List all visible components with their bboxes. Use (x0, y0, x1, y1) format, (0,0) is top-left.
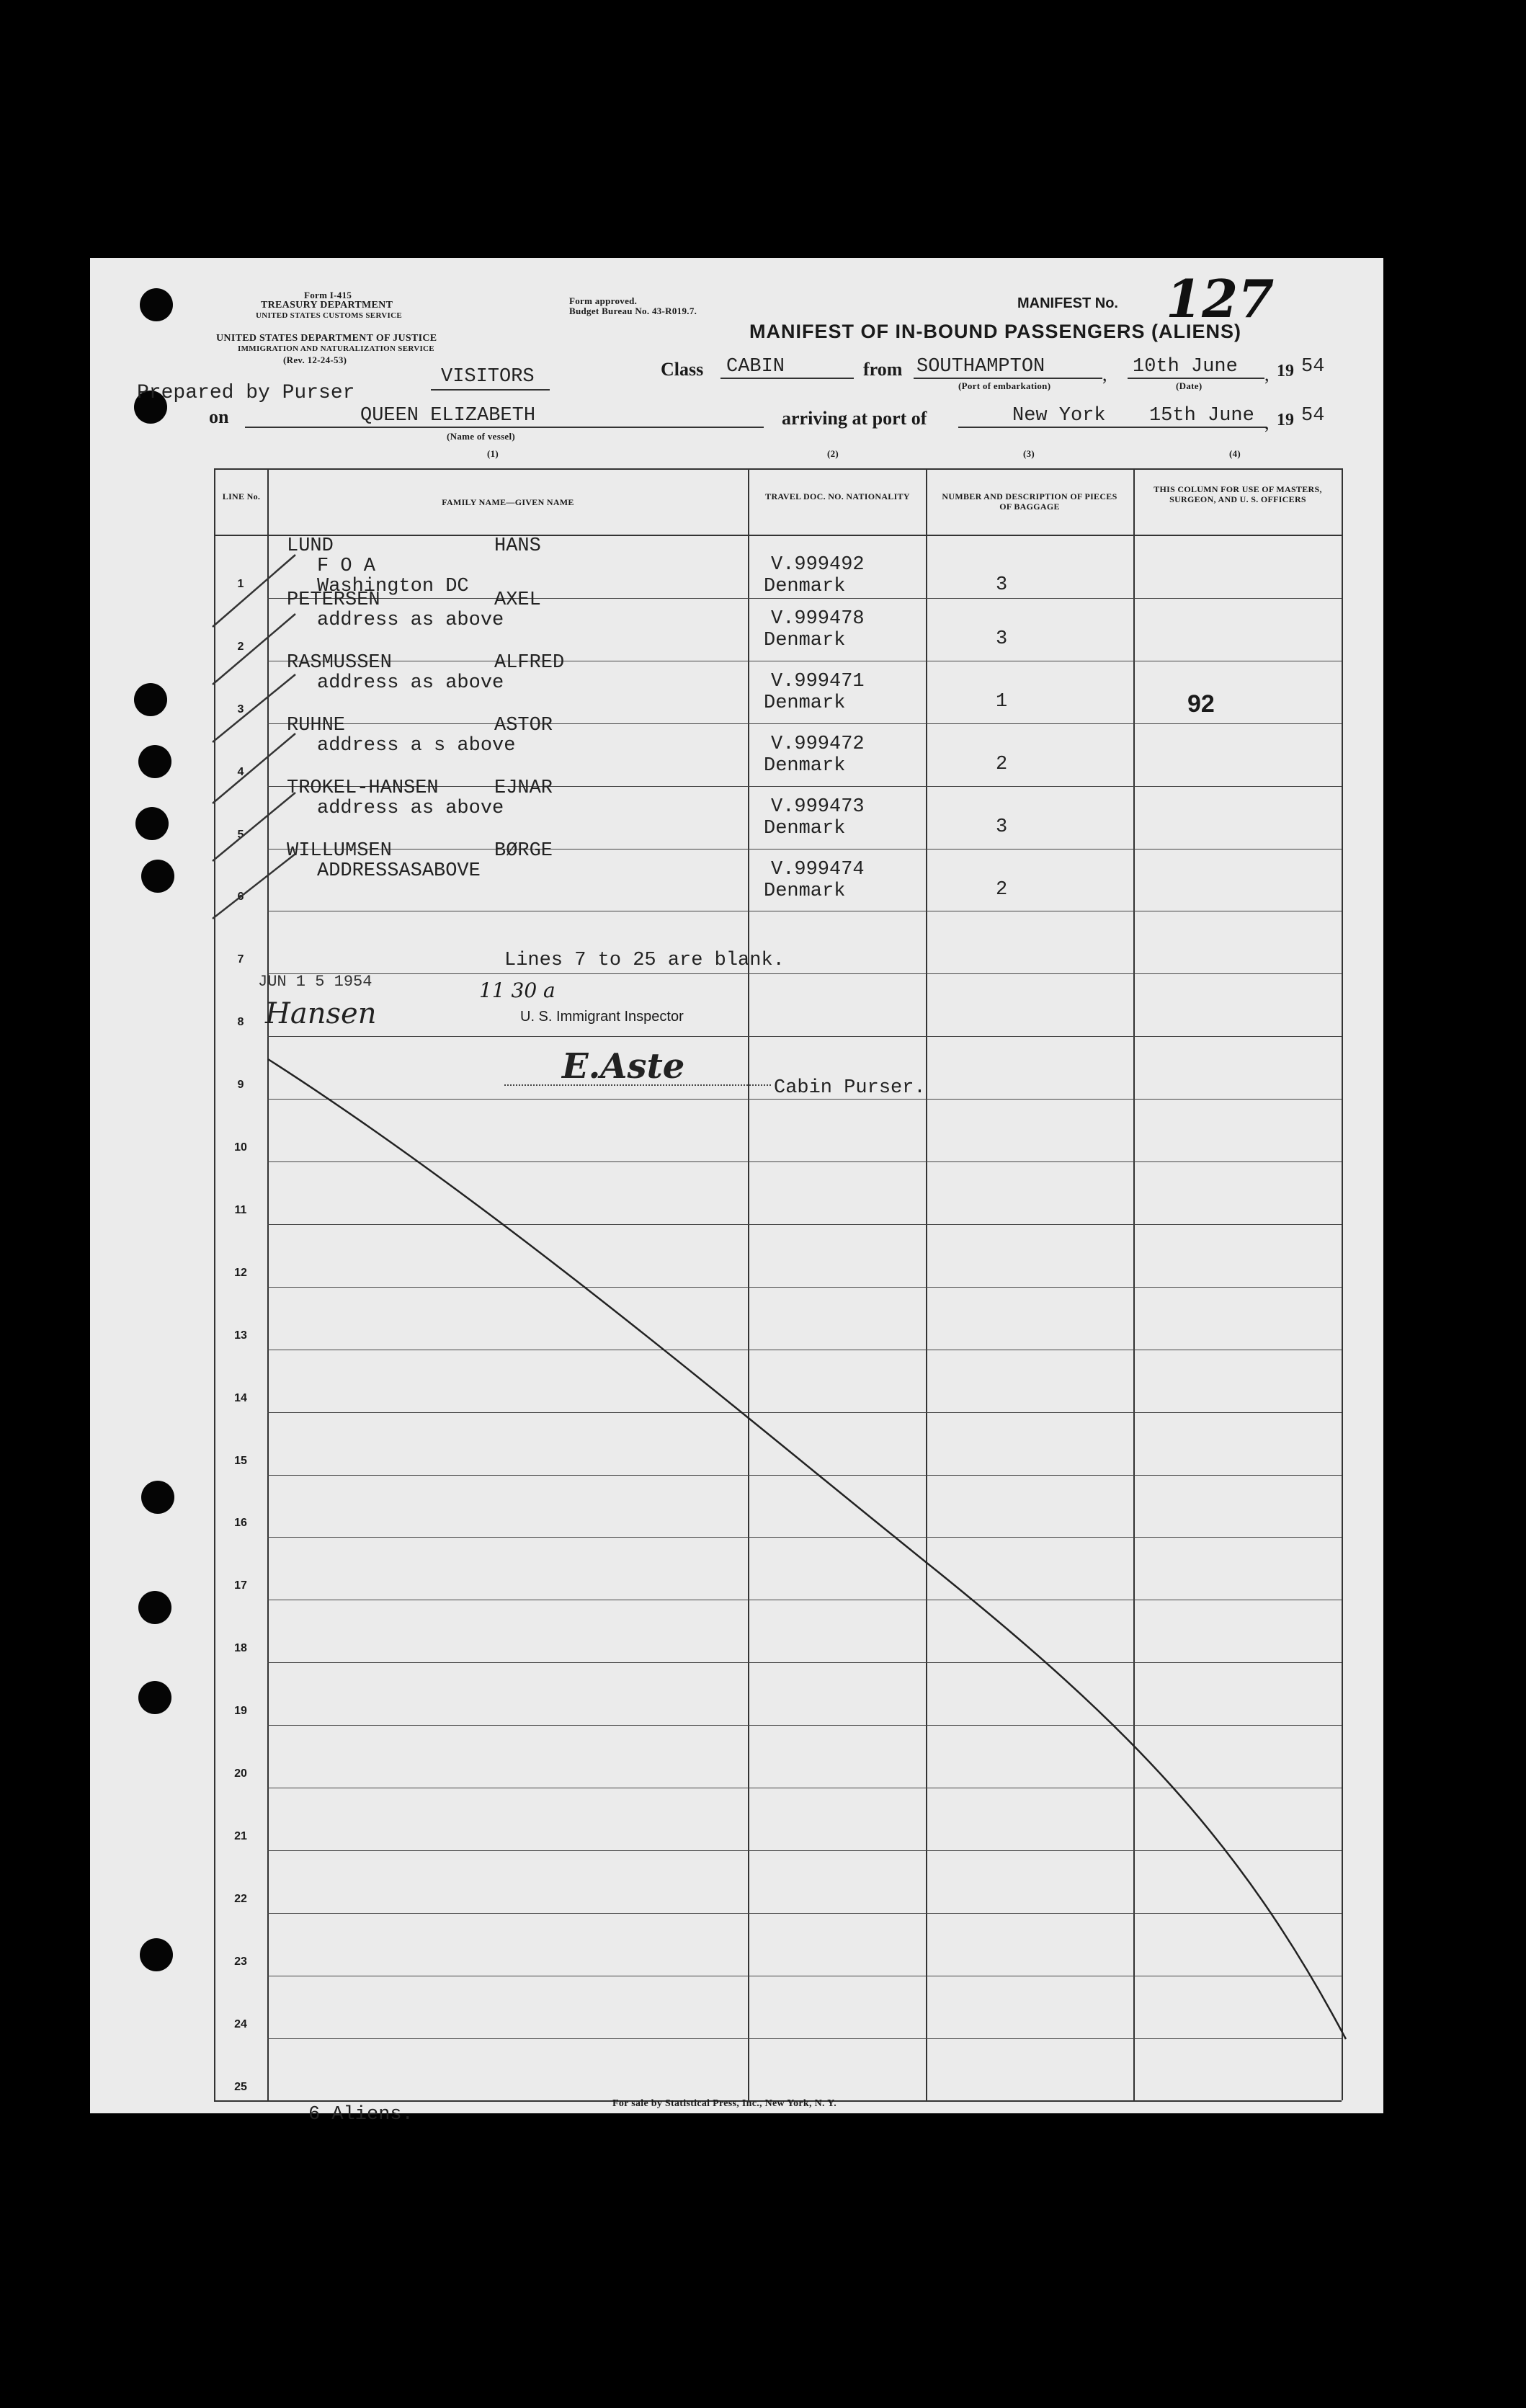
dept-customs: UNITED STATES CUSTOMS SERVICE (256, 311, 403, 320)
line-number: 8 (237, 1016, 244, 1028)
line-number: 2 (237, 641, 244, 653)
form-approved: Form approved. (569, 295, 638, 306)
year-prefix: 19 (1277, 411, 1294, 429)
family-name: RUHNE (287, 715, 346, 736)
nationality: Denmark (764, 818, 846, 839)
travel-doc-no: V.999472 (771, 733, 865, 755)
given-name: BØRGE (494, 840, 553, 862)
class-value: CABIN (726, 356, 785, 378)
class-label: Class (661, 359, 704, 380)
baggage-count: 3 (996, 574, 1008, 596)
given-name: ALFRED (494, 652, 565, 674)
line-number: 14 (234, 1392, 247, 1404)
col-head-line-no: LINE No. (222, 491, 261, 501)
depart-date: 10th June (1133, 356, 1238, 378)
manifest-number-label: MANIFEST No. (1017, 295, 1118, 311)
given-name: AXEL (494, 589, 541, 611)
baggage-count: 2 (996, 754, 1008, 775)
arrival-port: New York (1012, 405, 1106, 427)
manifest-number: 127 (1166, 268, 1275, 329)
blank-lines-note: Lines 7 to 25 are blank. (504, 950, 785, 971)
baggage-count: 3 (996, 816, 1008, 838)
printer-note: For sale by Statistical Press, Inc., New York, N. Y. (612, 2098, 837, 2109)
prepared-by: Prepared by Purser (137, 382, 355, 404)
travel-doc-no: V.999471 (771, 671, 865, 692)
address-line: address as above (317, 610, 504, 631)
line-number: 4 (237, 766, 244, 778)
inspector-title: U. S. Immigrant Inspector (520, 1009, 684, 1025)
visitors-label: VISITORS (441, 366, 535, 388)
arrival-year: 54 (1301, 405, 1325, 427)
vessel-caption: (Name of vessel) (447, 431, 516, 442)
arriving-label: arriving at port of (782, 408, 927, 429)
nationality: Denmark (764, 576, 846, 597)
travel-doc-no: V.999473 (771, 796, 865, 818)
line-number: 21 (234, 1830, 247, 1842)
line-number: 5 (237, 829, 244, 841)
line-number: 16 (234, 1517, 247, 1529)
given-name: HANS (494, 535, 541, 557)
col-head-baggage: NUMBER AND DESCRIPTION OF PIECES OF BAGGAGE (942, 491, 1117, 512)
vessel-name: QUEEN ELIZABETH (360, 405, 536, 427)
year-prefix: 19 (1277, 362, 1294, 380)
address-line: F O A (317, 556, 376, 577)
line-number: 1 (237, 578, 244, 590)
travel-doc-no: V.999478 (771, 608, 865, 630)
col-head-travel-doc: TRAVEL DOC. NO. NATIONALITY (765, 491, 910, 501)
line-number: 6 (237, 891, 244, 903)
line-number: 15 (234, 1455, 247, 1467)
port-caption: (Port of embarkation) (958, 380, 1051, 391)
line-number: 20 (234, 1767, 247, 1780)
from-label: from (863, 359, 903, 380)
family-name: PETERSEN (287, 589, 380, 611)
dept-justice: UNITED STATES DEPARTMENT OF JUSTICE (216, 333, 437, 344)
travel-doc-no: V.999474 (771, 859, 865, 880)
col-number: (4) (1229, 448, 1241, 459)
family-name: LUND (287, 535, 334, 557)
line-number: 9 (237, 1079, 244, 1091)
line-number: 25 (234, 2081, 247, 2093)
form-title: MANIFEST OF IN-BOUND PASSENGERS (ALIENS) (749, 321, 1242, 342)
purser-title: Cabin Purser. (774, 1077, 926, 1099)
nationality: Denmark (764, 755, 846, 777)
dept-immigration: IMMIGRATION AND NATURALIZATION SERVICE (238, 344, 434, 353)
line-number: 19 (234, 1705, 247, 1717)
address-line: Washington DC (317, 576, 469, 597)
line-number: 7 (237, 953, 244, 966)
given-name: EJNAR (494, 777, 553, 799)
revision: (Rev. 12-24-53) (283, 354, 347, 365)
address-line: address a s above (317, 735, 516, 757)
embark-port: SOUTHAMPTON (916, 356, 1045, 378)
line-number: 10 (234, 1141, 247, 1154)
travel-doc-no: V.999492 (771, 554, 865, 576)
baggage-count: 3 (996, 628, 1008, 650)
family-name: WILLUMSEN (287, 840, 392, 862)
col-head-officers: THIS COLUMN FOR USE OF MASTERS, SURGEON, AND U. S. OFFICERS (1154, 484, 1322, 504)
inspector-signature: Hansen (265, 997, 377, 1030)
address-line: address as above (317, 672, 504, 694)
baggage-count: 1 (996, 691, 1008, 713)
col-number: (1) (487, 448, 499, 459)
address-line: ADDRESSASABOVE (317, 860, 481, 882)
family-name: TROKEL-HANSEN (287, 777, 439, 799)
col-head-name: FAMILY NAME—GIVEN NAME (442, 497, 574, 507)
col-number: (2) (827, 448, 839, 459)
line-number: 24 (234, 2018, 247, 2030)
date-caption: (Date) (1176, 380, 1202, 391)
on-label: on (209, 406, 229, 427)
purser-signature: E.Aste (562, 1046, 685, 1087)
line-number: 17 (234, 1579, 247, 1592)
given-name: ASTOR (494, 715, 553, 736)
nationality: Denmark (764, 692, 846, 714)
arrival-date: 15th June (1149, 405, 1254, 427)
arrival-stamp-date: JUN 1 5 1954 (258, 973, 372, 991)
line-number: 18 (234, 1642, 247, 1654)
line-number: 12 (234, 1267, 247, 1279)
line-number: 11 (234, 1204, 247, 1216)
depart-year: 54 (1301, 356, 1325, 378)
line-number: 23 (234, 1956, 247, 1968)
alien-count: 6 Aliens. (308, 2104, 414, 2126)
line-number: 13 (234, 1329, 247, 1342)
dept-treasury: TREASURY DEPARTMENT (261, 300, 393, 311)
line-number: 22 (234, 1893, 247, 1905)
officer-mark: 92 (1187, 690, 1215, 718)
baggage-count: 2 (996, 879, 1008, 901)
nationality: Denmark (764, 630, 846, 651)
form-number: Form I-415 (304, 290, 352, 300)
nationality: Denmark (764, 880, 846, 902)
col-number: (3) (1023, 448, 1035, 459)
line-number: 3 (237, 703, 244, 715)
family-name: RASMUSSEN (287, 652, 392, 674)
address-line: address as above (317, 798, 504, 819)
stamp-time: 11 30 a (479, 978, 555, 1002)
budget-bureau: Budget Bureau No. 43-R019.7. (569, 306, 697, 316)
